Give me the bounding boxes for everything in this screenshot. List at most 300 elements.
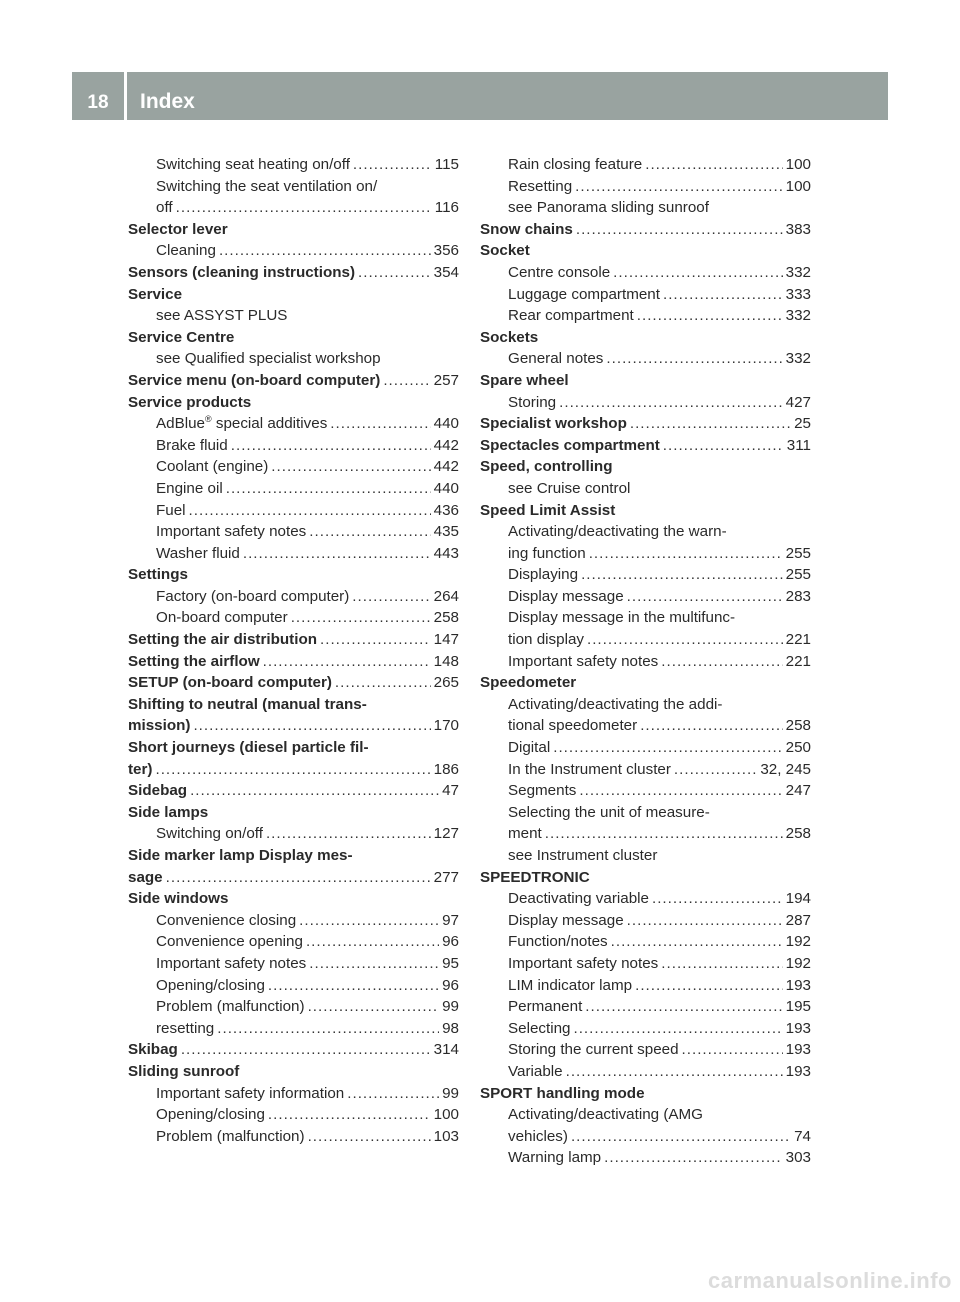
entry-label: Activating/deactivating the warn- xyxy=(508,523,727,541)
entry-text xyxy=(480,219,573,241)
entry-text xyxy=(128,566,188,583)
watermark: carmanualsonline.info xyxy=(708,1268,952,1293)
dot-leader xyxy=(576,219,783,241)
page-ref: 100 xyxy=(785,156,811,173)
dot-leader xyxy=(291,607,431,629)
entry-label: On-board computer xyxy=(156,609,288,627)
entry-label: tional speedometer xyxy=(508,717,638,735)
index-entry xyxy=(480,456,811,478)
page-ref: 103 xyxy=(433,1127,459,1145)
index-entry xyxy=(128,564,459,586)
page-ref: 96 xyxy=(442,933,459,951)
index-entry xyxy=(128,715,459,737)
entry-label: Activating/deactivating (AMG xyxy=(508,1106,703,1124)
entry-label: see Panorama sliding sunroof xyxy=(508,199,709,217)
dot-leader xyxy=(575,176,782,198)
entry-label: Sockets xyxy=(480,328,539,346)
page-ref: 193 xyxy=(785,1019,811,1037)
entry-label: Convenience closing xyxy=(156,911,297,929)
entry-label: Display message in the multifunc- xyxy=(508,609,736,627)
entry-label: Spectacles compartment xyxy=(480,436,660,454)
entry-label: Important safety notes xyxy=(156,954,307,972)
index-subentry xyxy=(480,931,811,953)
entry-text xyxy=(508,262,610,284)
entry-text xyxy=(156,478,223,500)
entry-label-cont: special additives xyxy=(211,415,328,433)
dot-leader xyxy=(271,456,430,478)
dot-leader xyxy=(571,1126,791,1148)
entry-text xyxy=(480,435,660,457)
entry-label: off xyxy=(156,199,173,217)
entry-text xyxy=(156,910,296,932)
page-ref: 170 xyxy=(433,717,459,735)
dot-leader xyxy=(263,651,431,673)
entry-text xyxy=(508,888,649,910)
dot-leader xyxy=(566,1061,783,1083)
entry-label: Sliding sunroof xyxy=(128,1062,240,1080)
index-subentry xyxy=(128,823,459,845)
dot-leader xyxy=(190,780,439,802)
entry-text xyxy=(508,780,576,802)
entry-text xyxy=(480,413,627,435)
page-ref: 303 xyxy=(785,1149,811,1167)
entry-text xyxy=(508,931,608,953)
dot-leader xyxy=(268,975,439,997)
dot-leader xyxy=(268,1104,431,1126)
index-subentry xyxy=(480,737,811,759)
dot-leader xyxy=(155,759,430,781)
entry-text xyxy=(128,394,251,411)
section-title: Index xyxy=(140,90,195,113)
page-ref: 287 xyxy=(785,911,811,929)
index-entry xyxy=(480,672,811,694)
index-subentry xyxy=(128,975,459,997)
entry-label: ter) xyxy=(128,760,153,778)
entry-text xyxy=(156,154,350,176)
entry-text xyxy=(508,737,550,759)
entry-label: Engine oil xyxy=(156,479,223,497)
entry-text xyxy=(128,847,353,864)
index-entry xyxy=(128,1061,459,1083)
entry-text xyxy=(128,1063,239,1080)
index-entry xyxy=(480,240,811,262)
dot-leader xyxy=(335,672,431,694)
dot-leader xyxy=(217,1018,439,1040)
index-subentry xyxy=(480,1104,811,1126)
dot-leader xyxy=(573,1018,782,1040)
index-subentry xyxy=(480,305,811,327)
dot-leader xyxy=(613,262,783,284)
dot-leader xyxy=(627,910,783,932)
index-subentry xyxy=(480,888,811,910)
index-subentry xyxy=(480,176,811,198)
index-subentry xyxy=(480,759,811,781)
entry-text xyxy=(508,629,584,651)
entry-label: Important safety notes xyxy=(508,954,659,972)
entry-text xyxy=(480,242,530,259)
index-entry xyxy=(128,370,459,392)
index-subentry xyxy=(480,284,811,306)
entry-label: Service products xyxy=(128,393,252,411)
entry-label: AdBlue xyxy=(156,415,205,433)
entry-label: Function/notes xyxy=(508,933,608,951)
header-divider xyxy=(124,72,127,120)
entry-text xyxy=(156,521,306,543)
index-subentry xyxy=(480,543,811,565)
dot-leader xyxy=(330,413,430,435)
entry-label: Switching the seat ventilation on/ xyxy=(156,177,378,195)
dot-leader xyxy=(640,715,782,737)
index-subentry xyxy=(480,262,811,284)
page-ref: 99 xyxy=(442,1084,459,1102)
entry-label: Important safety notes xyxy=(156,523,307,541)
index-entry xyxy=(480,327,811,349)
entry-label: Storing the current speed xyxy=(508,1041,679,1059)
entry-label: Activating/deactivating the addi- xyxy=(508,695,723,713)
entry-text xyxy=(128,286,182,303)
index-entry xyxy=(480,370,811,392)
page-ref: 250 xyxy=(785,739,811,757)
page-ref: 314 xyxy=(433,1041,459,1059)
index-subentry xyxy=(128,1126,459,1148)
dot-leader xyxy=(589,543,783,565)
entry-text xyxy=(156,543,240,565)
entry-label: see Qualified specialist workshop xyxy=(156,350,381,368)
entry-text xyxy=(156,823,263,845)
entry-label: Brake fluid xyxy=(156,436,228,454)
dot-leader xyxy=(226,478,431,500)
entry-text xyxy=(508,823,542,845)
index-subentry xyxy=(128,456,459,478)
entry-label: Permanent xyxy=(508,998,583,1016)
entry-label: Display message xyxy=(508,911,624,929)
dot-leader xyxy=(231,435,431,457)
entry-text xyxy=(508,564,578,586)
index-entry xyxy=(480,500,811,522)
entry-text xyxy=(508,847,657,864)
page-ref: 98 xyxy=(442,1019,459,1037)
dot-leader xyxy=(559,392,783,414)
index-entry xyxy=(128,672,459,694)
dot-leader xyxy=(630,413,791,435)
entry-text xyxy=(508,154,642,176)
entry-text xyxy=(156,975,265,997)
index-entry xyxy=(480,867,811,889)
entry-label: Short journeys (diesel particle fil- xyxy=(128,739,369,757)
page-ref: 116 xyxy=(434,199,459,217)
dot-leader xyxy=(383,370,430,392)
entry-label: Service menu (on-board computer) xyxy=(128,371,381,389)
dot-leader xyxy=(682,1039,783,1061)
entry-label: Opening/closing xyxy=(156,1106,265,1124)
entry-label: SPEEDTRONIC xyxy=(480,868,590,886)
page-ref: 442 xyxy=(433,458,459,476)
entry-text xyxy=(508,1126,568,1148)
dot-leader xyxy=(309,521,430,543)
index-subentry xyxy=(480,521,811,543)
entry-label: Warning lamp xyxy=(508,1149,602,1167)
index-entry xyxy=(480,413,811,435)
dot-leader xyxy=(266,823,431,845)
entry-text xyxy=(128,629,317,651)
entry-label: Problem (malfunction) xyxy=(156,998,305,1016)
entry-label: see Cruise control xyxy=(508,479,631,497)
entry-text xyxy=(508,305,634,327)
page-ref: 277 xyxy=(433,868,459,886)
entry-text xyxy=(156,586,349,608)
index-column-right xyxy=(480,154,811,1169)
page-ref: 100 xyxy=(433,1106,459,1124)
entry-label: Snow chains xyxy=(480,220,573,238)
page-ref: 255 xyxy=(785,566,811,584)
entry-label: Side marker lamp Display mes- xyxy=(128,847,353,864)
dot-leader xyxy=(652,888,783,910)
index-subentry xyxy=(128,586,459,608)
index-subentry xyxy=(128,500,459,522)
index-subentry xyxy=(480,975,811,997)
entry-label: sage xyxy=(128,868,163,886)
dot-leader xyxy=(635,975,783,997)
index-subentry xyxy=(480,154,811,176)
entry-label: Switching seat heating on/off xyxy=(156,156,350,173)
index-entry xyxy=(128,737,459,759)
dot-leader xyxy=(674,759,757,781)
entry-text xyxy=(128,221,228,238)
dot-leader xyxy=(579,780,782,802)
entry-text xyxy=(508,715,637,737)
entry-text xyxy=(156,1104,265,1126)
dot-leader xyxy=(663,435,784,457)
dot-leader xyxy=(347,1083,439,1105)
index-subentry xyxy=(128,931,459,953)
entry-text xyxy=(480,329,538,346)
entry-label: see ASSYST PLUS xyxy=(156,307,288,325)
entry-label: Coolant (engine) xyxy=(156,458,269,476)
entry-text xyxy=(156,413,327,435)
entry-text xyxy=(508,348,603,370)
index-subentry xyxy=(480,823,811,845)
index-entry xyxy=(128,888,459,910)
entry-label: Socket xyxy=(480,242,530,260)
entry-text xyxy=(156,953,306,975)
page-ref: 258 xyxy=(433,609,459,627)
entry-label: tion display xyxy=(508,631,584,649)
dot-leader xyxy=(611,931,783,953)
entry-label: Deactivating variable xyxy=(508,890,649,908)
index-subentry xyxy=(128,435,459,457)
entry-label: Service Centre xyxy=(128,328,235,346)
entry-text xyxy=(480,869,590,886)
page-ref: 311 xyxy=(786,436,811,454)
entry-text xyxy=(128,262,355,284)
index-subentry xyxy=(480,392,811,414)
page-ref: 74 xyxy=(794,1127,811,1145)
index-subentry xyxy=(480,564,811,586)
entry-label: General notes xyxy=(508,350,604,368)
page-ref: 115 xyxy=(434,156,459,173)
entry-text xyxy=(156,350,381,367)
dot-leader xyxy=(545,823,783,845)
page-ref: 148 xyxy=(433,652,459,670)
dot-leader xyxy=(637,305,783,327)
entry-label: Switching on/off xyxy=(156,825,263,843)
index-entry xyxy=(128,867,459,889)
registered-mark: ® xyxy=(204,414,212,425)
entry-text xyxy=(128,780,187,802)
entry-text xyxy=(508,586,624,608)
entry-text xyxy=(508,996,582,1018)
entry-label: Displaying xyxy=(508,566,579,584)
entry-label: ing function xyxy=(508,544,586,562)
page-ref: 127 xyxy=(433,825,459,843)
dot-leader xyxy=(166,867,431,889)
page-ref: 258 xyxy=(785,825,811,843)
index-subentry xyxy=(128,910,459,932)
dot-leader xyxy=(553,737,782,759)
index-subentry xyxy=(480,694,811,716)
page-ref: 100 xyxy=(785,177,811,195)
entry-text xyxy=(508,651,658,673)
entry-text xyxy=(128,890,228,907)
index-subentry xyxy=(480,780,811,802)
entry-label: Speed, controlling xyxy=(480,458,613,476)
entry-label: Important safety notes xyxy=(508,652,659,670)
index-subentry xyxy=(480,715,811,737)
page-ref: 97 xyxy=(442,911,459,929)
entry-text xyxy=(156,1126,305,1148)
index-subentry xyxy=(128,953,459,975)
page-ref: 257 xyxy=(433,371,459,389)
dot-leader xyxy=(585,996,782,1018)
page-number: 18 xyxy=(87,92,109,113)
entry-text xyxy=(480,674,576,691)
index-subentry xyxy=(128,996,459,1018)
page-ref: 436 xyxy=(433,501,459,519)
entry-text xyxy=(508,392,556,414)
index-subentry xyxy=(480,1126,811,1148)
index-subentry xyxy=(480,629,811,651)
page-ref: 193 xyxy=(785,1041,811,1059)
index-subentry xyxy=(128,176,459,198)
entry-text xyxy=(128,759,152,781)
entry-label: Display message xyxy=(508,587,624,605)
page-ref: 265 xyxy=(433,674,459,692)
index-subentry xyxy=(480,197,811,219)
entry-label: Selector lever xyxy=(128,220,228,238)
entry-label: Convenience opening xyxy=(156,933,303,951)
entry-text xyxy=(128,739,369,756)
entry-text xyxy=(508,1106,703,1123)
entry-label: Side lamps xyxy=(128,803,209,821)
index-entry xyxy=(480,1083,811,1105)
dot-leader xyxy=(193,715,430,737)
page-ref: 247 xyxy=(785,782,811,800)
entry-text xyxy=(156,307,287,324)
dot-leader xyxy=(243,543,431,565)
entry-label: Skibag xyxy=(128,1041,178,1059)
index-subentry xyxy=(128,1083,459,1105)
dot-leader xyxy=(663,284,783,306)
page-ref: 192 xyxy=(785,954,811,972)
page-ref: 221 xyxy=(785,652,811,670)
entry-text xyxy=(156,240,216,262)
dot-leader xyxy=(176,197,432,219)
dot-leader xyxy=(661,651,782,673)
index-entry xyxy=(128,219,459,241)
dot-leader xyxy=(320,629,431,651)
entry-text xyxy=(156,607,288,629)
page-ref: 383 xyxy=(785,220,811,238)
dot-leader xyxy=(189,500,431,522)
entry-label: Speedometer xyxy=(480,674,577,692)
entry-label: Digital xyxy=(508,739,551,757)
entry-text xyxy=(480,502,615,519)
dot-leader xyxy=(353,154,432,176)
dot-leader xyxy=(587,629,783,651)
dot-leader xyxy=(352,586,430,608)
index-subentry xyxy=(480,478,811,500)
entry-text xyxy=(156,931,303,953)
dot-leader xyxy=(181,1039,431,1061)
entry-label: see Instrument cluster xyxy=(508,847,658,864)
page-ref: 47 xyxy=(442,782,459,800)
page-ref: 95 xyxy=(442,954,459,972)
index-subentry xyxy=(128,478,459,500)
entry-text xyxy=(480,1085,645,1102)
entry-label: mission) xyxy=(128,717,191,735)
page-ref: 221 xyxy=(785,631,811,649)
entry-text xyxy=(480,458,612,475)
index-subentry xyxy=(128,413,459,435)
entry-text xyxy=(156,996,305,1018)
entry-text xyxy=(508,480,630,497)
dot-leader xyxy=(645,154,782,176)
entry-text xyxy=(128,329,234,346)
dot-leader xyxy=(308,996,440,1018)
dot-leader xyxy=(306,931,439,953)
index-entry xyxy=(128,1039,459,1061)
index-column-left xyxy=(128,154,459,1147)
page-ref: 440 xyxy=(433,479,459,497)
entry-label: Settings xyxy=(128,566,188,584)
entry-text xyxy=(156,178,377,195)
index-entry xyxy=(128,759,459,781)
dot-leader xyxy=(308,1126,431,1148)
dot-leader xyxy=(581,564,783,586)
entry-label: Resetting xyxy=(508,177,573,195)
entry-text xyxy=(128,370,380,392)
entry-label: ment xyxy=(508,825,542,843)
entry-label: Rain closing feature xyxy=(508,156,643,173)
page-ref: 264 xyxy=(433,587,459,605)
entry-label: Segments xyxy=(508,782,577,800)
index-subentry xyxy=(128,1104,459,1126)
index-subentry xyxy=(480,953,811,975)
page-ref: 443 xyxy=(433,544,459,562)
index-subentry xyxy=(480,996,811,1018)
dot-leader xyxy=(219,240,431,262)
entry-label: Speed Limit Assist xyxy=(480,501,616,519)
index-subentry xyxy=(480,607,811,629)
page-ref: 356 xyxy=(433,242,459,260)
entry-text xyxy=(508,1147,601,1169)
entry-text xyxy=(480,372,569,389)
entry-label: Important safety information xyxy=(156,1084,345,1102)
index-subentry xyxy=(480,1061,811,1083)
index-entry xyxy=(480,219,811,241)
page-ref: 192 xyxy=(785,933,811,951)
page-ref: 193 xyxy=(785,1062,811,1080)
